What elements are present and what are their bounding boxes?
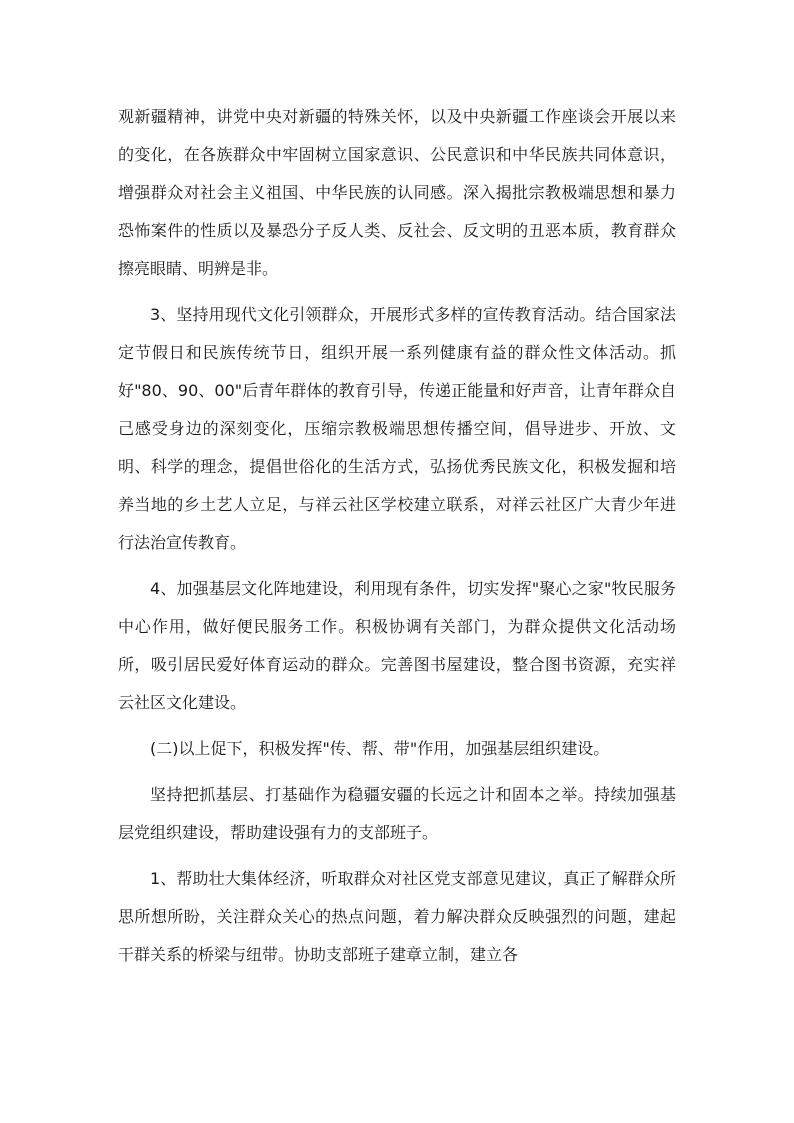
paragraph-2: 3、坚持用现代文化引领群众，开展形式多样的宣传教育活动。结合国家法定节假日和民族传统节日，组织开展一系列健康有益的群众性文体活动。抓好"80、90、00"后青年群体的教育引导，传递正能量和好声音，让青年群众自己感受身边的深刻变化，压缩宗教极端思想传播空间，倡导进步、开放、文明、科学的理念，提倡世俗化的生活方式，弘扬优秀民族文化，积极发掘和培养当地的乡土艺人立足，与祥云社区学校建立联系，对祥云社区广大青少年进行法治宣传教育。: [118, 305, 676, 552]
paragraph-3: 4、加强基层文化阵地建设，利用现有条件，切实发挥"聚心之家"牧民服务中心作用，做好便民服务工作。积极协调有关部门，为群众提供文化活动场所，吸引居民爱好体育运动的群众。完善图书屋建设，整合图书资源，充实祥云社区文化建设。: [118, 579, 676, 712]
paragraph-1: 观新疆精神，讲党中央对新疆的特殊关怀，以及中央新疆工作座谈会开展以来的变化，在各族群众中牢固树立国家意识、公民意识和中华民族共同体意识，增强群众对社会主义祖国、中华民族的认同感。深入揭批宗教极端思想和暴力恐怖案件的性质以及暴恐分子反人类、反社会、反文明的丑恶本质，教育群众擦亮眼睛、明辨是非。: [118, 107, 676, 278]
paragraph-4: 坚持把抓基层、打基础作为稳疆安疆的长远之计和固本之举。持续加强基层党组织建设，帮助建设强有力的支部班子。: [118, 785, 676, 842]
section-heading: (二)以上促下，积极发挥"传、帮、带"作用，加强基层组织建设。: [150, 739, 610, 758]
document-body: [118, 98, 676, 982]
paragraph-5: 1、帮助壮大集体经济，听取群众对社区党支部意见建议，真正了解群众所思所想所盼，关注群众关心的热点问题，着力解决群众反映强烈的问题，建起干群关系的桥梁与纽带。协助支部班子建章立制，建立各: [118, 869, 676, 964]
